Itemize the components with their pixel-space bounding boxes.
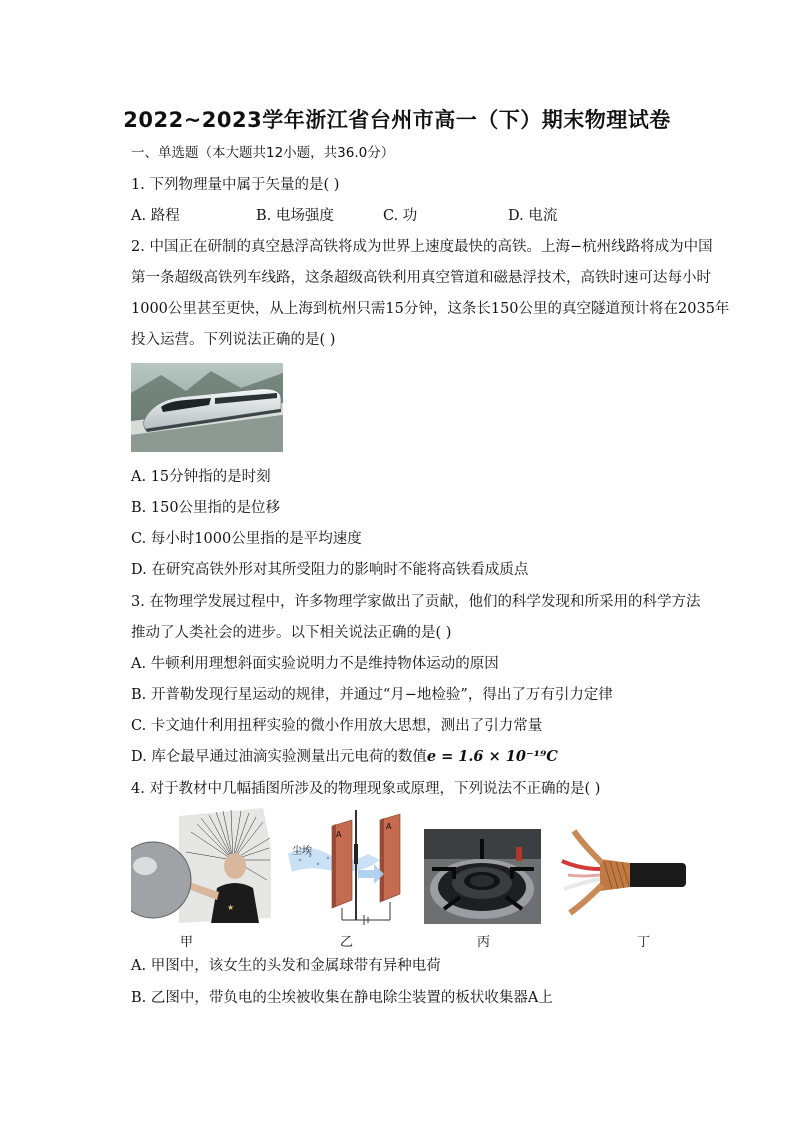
figure-caption-bing: 丙 — [477, 935, 491, 950]
q1-option-b: B. 电场强度 — [256, 208, 334, 224]
shielded-cable-image — [560, 829, 686, 917]
q1-stem: 1. 下列物理量中属于矢量的是( ) — [131, 177, 340, 193]
q3-option-d — [131, 747, 558, 767]
svg-text:★: ★ — [227, 903, 235, 912]
plate-label-right: A — [386, 822, 392, 831]
q1-option-c: C. 功 — [383, 208, 418, 224]
q4-stem: 4. 对于教材中几幅插图所涉及的物理现象或原理，下列说法不正确的是( ) — [131, 781, 601, 797]
figure-caption-yi: 乙 — [340, 935, 354, 950]
static-hair-image — [131, 808, 271, 923]
q3-option-d-text: D. 库仑最早通过油滴实验测量出元电荷的数值 — [131, 749, 427, 765]
figure-caption-jia: 甲 — [180, 935, 194, 950]
electrostatic-precipitator-image — [288, 808, 418, 926]
q2-option-c: C. 每小时1000公里指的是平均速度 — [131, 531, 362, 547]
maglev-train-image — [131, 363, 283, 452]
q3-option-c: C. 卡文迪什利用扭秤实验的微小作用放大思想，测出了引力常量 — [131, 718, 543, 734]
q3-stem-line-1: 3. 在物理学发展过程中，许多物理学家做出了贡献，他们的科学发现和所采用的科学方法 — [131, 594, 701, 610]
q2-stem-line-3: 1000公里甚至更快，从上海到杭州只需15分钟，这条长150公里的真空隧道预计将在2035年 — [131, 301, 730, 317]
q2-stem-line-2: 第一条超级高铁列车线路，这条超级高铁利用真空管道和磁悬浮技术，高铁时速可达每小时 — [131, 270, 711, 286]
q3-stem-line-2: 推动了人类社会的进步。以下相关说法正确的是( ) — [131, 625, 452, 641]
plate-label-left: A — [336, 830, 342, 839]
q2-stem-line-4: 投入运营。下列说法正确的是( ) — [131, 332, 336, 348]
elementary-charge-formula: e = 1.6 × 10⁻¹⁹C — [426, 748, 558, 765]
q1-option-a: A. 路程 — [131, 208, 180, 224]
q2-option-d: D. 在研究高铁外形对其所受阻力的影响时不能将高铁看成质点 — [131, 562, 529, 578]
exam-title: 2022~2023学年浙江省台州市高一（下）期末物理试卷 — [123, 108, 671, 132]
q2-option-a: A. 15分钟指的是时刻 — [131, 469, 271, 485]
q3-option-b: B. 开普勒发现行星运动的规律，并通过“月−地检验”，得出了万有引力定律 — [131, 687, 613, 703]
q4-option-b: B. 乙图中，带负电的尘埃被收集在静电除尘装置的板状收集器A上 — [131, 990, 553, 1006]
dust-label: 尘埃 — [292, 846, 312, 857]
figure-caption-ding: 丁 — [637, 935, 651, 950]
section-heading: 一、单选题（本大题共12小题，共36.0分） — [131, 145, 395, 161]
q4-option-a: A. 甲图中，该女生的头发和金属球带有异种电荷 — [131, 958, 441, 974]
gas-stove-image — [424, 829, 541, 924]
q3-option-a: A. 牛顿利用理想斜面实验说明力不是维持物体运动的原因 — [131, 656, 499, 672]
q1-option-d: D. 电流 — [508, 208, 558, 224]
q2-option-b: B. 150公里指的是位移 — [131, 500, 281, 516]
q2-stem-line-1: 2. 中国正在研制的真空悬浮高铁将成为世界上速度最快的高铁。上海−杭州线路将成为中国 — [131, 239, 713, 255]
